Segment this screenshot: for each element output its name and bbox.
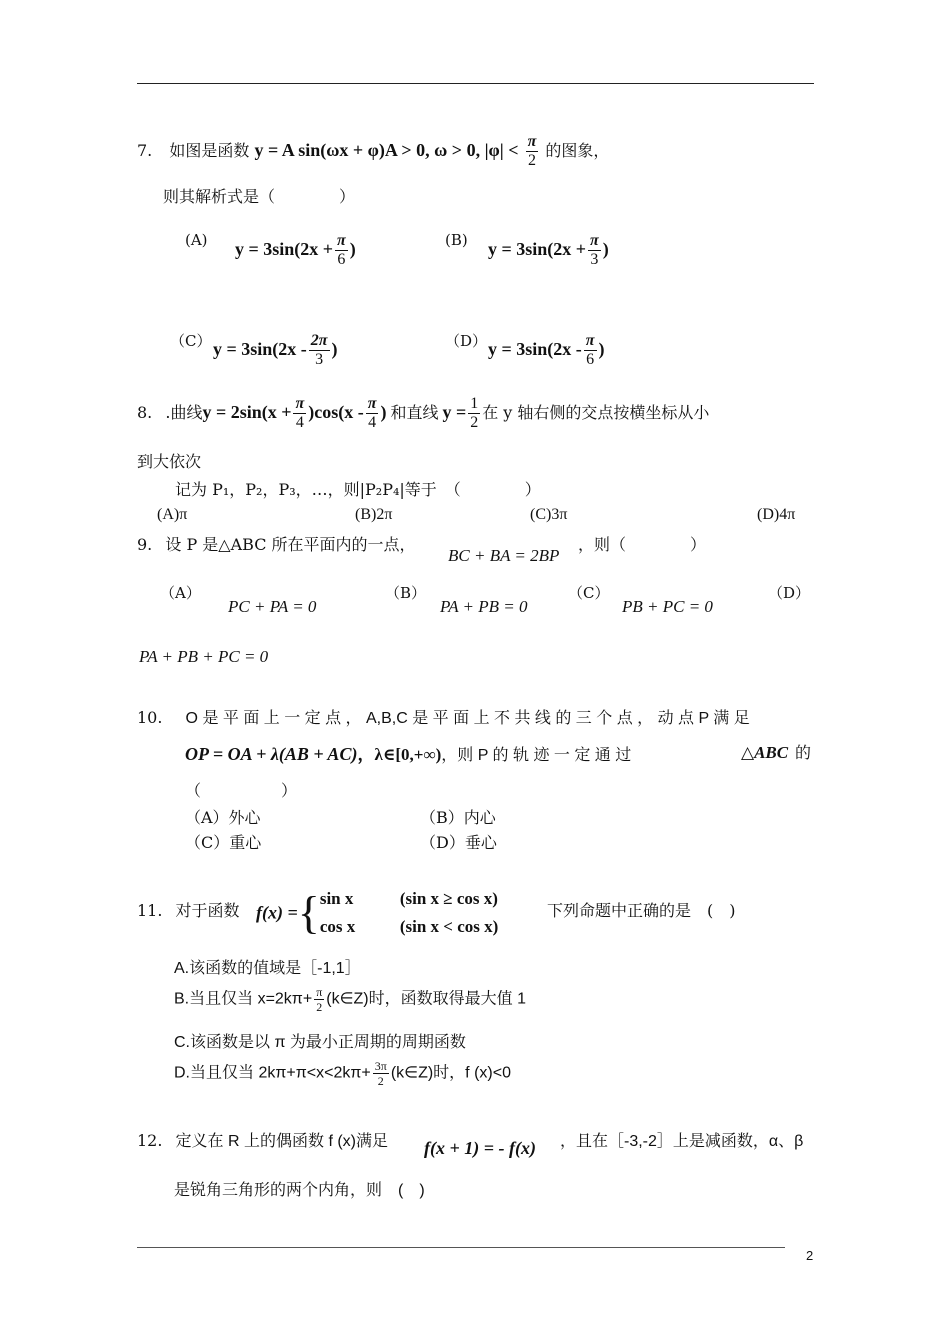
question-number: 11. xyxy=(137,901,163,920)
question-11-stem: 11. 对于函数 xyxy=(137,901,240,920)
option-10c: （C）重心 xyxy=(185,833,262,852)
option-9c-label: （C） xyxy=(568,584,610,602)
option-7b-formula: y = 3sin(2x + $\frac{\pi}{3}$ ) xyxy=(488,232,609,268)
question-9-stem: 9. 设 P 是△ABC 所在平面内的一点， xyxy=(137,535,416,554)
option-7c xyxy=(170,330,211,351)
fraction: $\frac{\pi}{2}$ xyxy=(527,133,537,169)
question-number: 7. xyxy=(137,141,153,160)
question-8-line2: 到大依次 xyxy=(137,452,202,471)
question-11-tail: 下列命题中正确的是 ( ) xyxy=(547,901,736,920)
option-label: (A) xyxy=(185,231,208,249)
option-8c: (C)3π xyxy=(530,506,568,523)
header-rule xyxy=(137,83,814,84)
question-10-stem: 10. O 是 平 面 上 一 定 点 ， A,B,C 是 平 面 上 不 共 线 的 三 个 点 ， 动 点 P 满 足 xyxy=(137,708,750,727)
option-9b-label: （B） xyxy=(385,584,427,602)
option-label: （D） xyxy=(445,332,488,350)
option-9a-label: （A） xyxy=(160,584,201,602)
option-11d: D.当且仅当 2kπ+π<x<2kπ+ $\frac{3\pi}{2}$ (k∈Z)时，f (x)<0 xyxy=(174,1059,511,1088)
option-8a: (A)π xyxy=(157,506,188,523)
question-number: 10. xyxy=(137,708,163,727)
option-7c-formula: y = 3sin(2x - $\frac{2\pi}{3}$ ) xyxy=(213,332,338,368)
formula: y = A sin(ωx + φ)A > 0, ω > 0, |φ| < xyxy=(254,140,519,160)
option-11b: B.当且仅当 x=2kπ+ $\frac{\pi}{2}$ (k∈Z)时，函数取得最大值 1 xyxy=(174,985,526,1014)
option-11a: A.该函数的值域是［-1,1］ xyxy=(174,960,361,977)
option-9a-formula: PC + PA = 0 xyxy=(228,597,317,616)
question-text: 如图是函数 xyxy=(169,141,250,160)
question-number: 12. xyxy=(137,1131,163,1150)
question-7-stem xyxy=(137,133,609,170)
option-10d: （D）垂心 xyxy=(420,833,497,852)
option-7d xyxy=(445,330,487,351)
question-9-formula: BC + BA = 2BP xyxy=(448,546,560,565)
triangle-abc: △ABC xyxy=(741,743,789,762)
brace-icon: { xyxy=(297,887,320,938)
question-number: 9. xyxy=(137,535,153,554)
question-12-stem: 12. 定义在 R 上的偶函数 f (x)满足 xyxy=(137,1131,388,1150)
option-7a-formula: y = 3sin(2x + $\frac{\pi}{6}$ ) xyxy=(235,232,356,268)
option-8d: (D)4π xyxy=(757,506,796,523)
question-8-stem: 8. .曲线y = 2sin(x + $\frac{\pi}{4}$ )cos(x - $\frac{\pi}{4}$ ) 和直线 y = $\frac{1}{2}$ 在 y 轴右侧的交点按横坐标从小 xyxy=(137,395,710,431)
option-9b-formula: PA + PB = 0 xyxy=(440,597,528,616)
option-label: （C） xyxy=(170,332,212,350)
piecewise-function: f(x) ={ sin x cos x (sin x ≥ cos x) (sin x < cos x) xyxy=(256,887,499,938)
question-10-tail: 的 xyxy=(795,743,812,762)
option-11c: C.该函数是以 π 为最小正周期的周期函数 xyxy=(174,1034,466,1051)
option-7b xyxy=(445,230,468,249)
question-12-formula: f(x + 1) = - f(x) xyxy=(424,1138,536,1158)
option-9c-formula: PB + PC = 0 xyxy=(622,597,713,616)
question-7-line2: 则其解析式是（ ） xyxy=(163,187,356,206)
option-label: (B) xyxy=(445,231,468,249)
question-9-tail: ，则（ ） xyxy=(578,535,707,554)
footer-rule xyxy=(137,1247,785,1248)
question-number: 8. xyxy=(137,403,153,422)
question-8-line3: 记为 P₁，P₂，P₃，…，则|P₂P₄|等于 （ ） xyxy=(175,480,541,499)
option-9d-label: （D） xyxy=(768,584,811,602)
option-10b: （B）内心 xyxy=(420,808,496,827)
question-10-line2: OP = OA + λ(AB + AC)，λ∈[0,+∞)，则 P 的 轨 迹 一 定 通 过 xyxy=(185,744,632,764)
option-10a: （A）外心 xyxy=(185,808,261,827)
page-number: 2 xyxy=(806,1248,814,1263)
question-12-text2: ，且在［-3,-2］上是减函数，α、β xyxy=(560,1133,804,1150)
question-12-line2: 是锐角三角形的两个内角，则 ( ) xyxy=(174,1182,425,1199)
question-10-paren: （ ） xyxy=(185,781,298,800)
option-7a xyxy=(185,230,208,249)
option-8b: (B)2π xyxy=(355,506,393,523)
option-7d-formula: y = 3sin(2x - $\frac{\pi}{6}$ ) xyxy=(488,332,605,368)
question-text-tail: 的图象， xyxy=(545,141,610,160)
option-9d-formula: PA + PB + PC = 0 xyxy=(139,647,269,666)
